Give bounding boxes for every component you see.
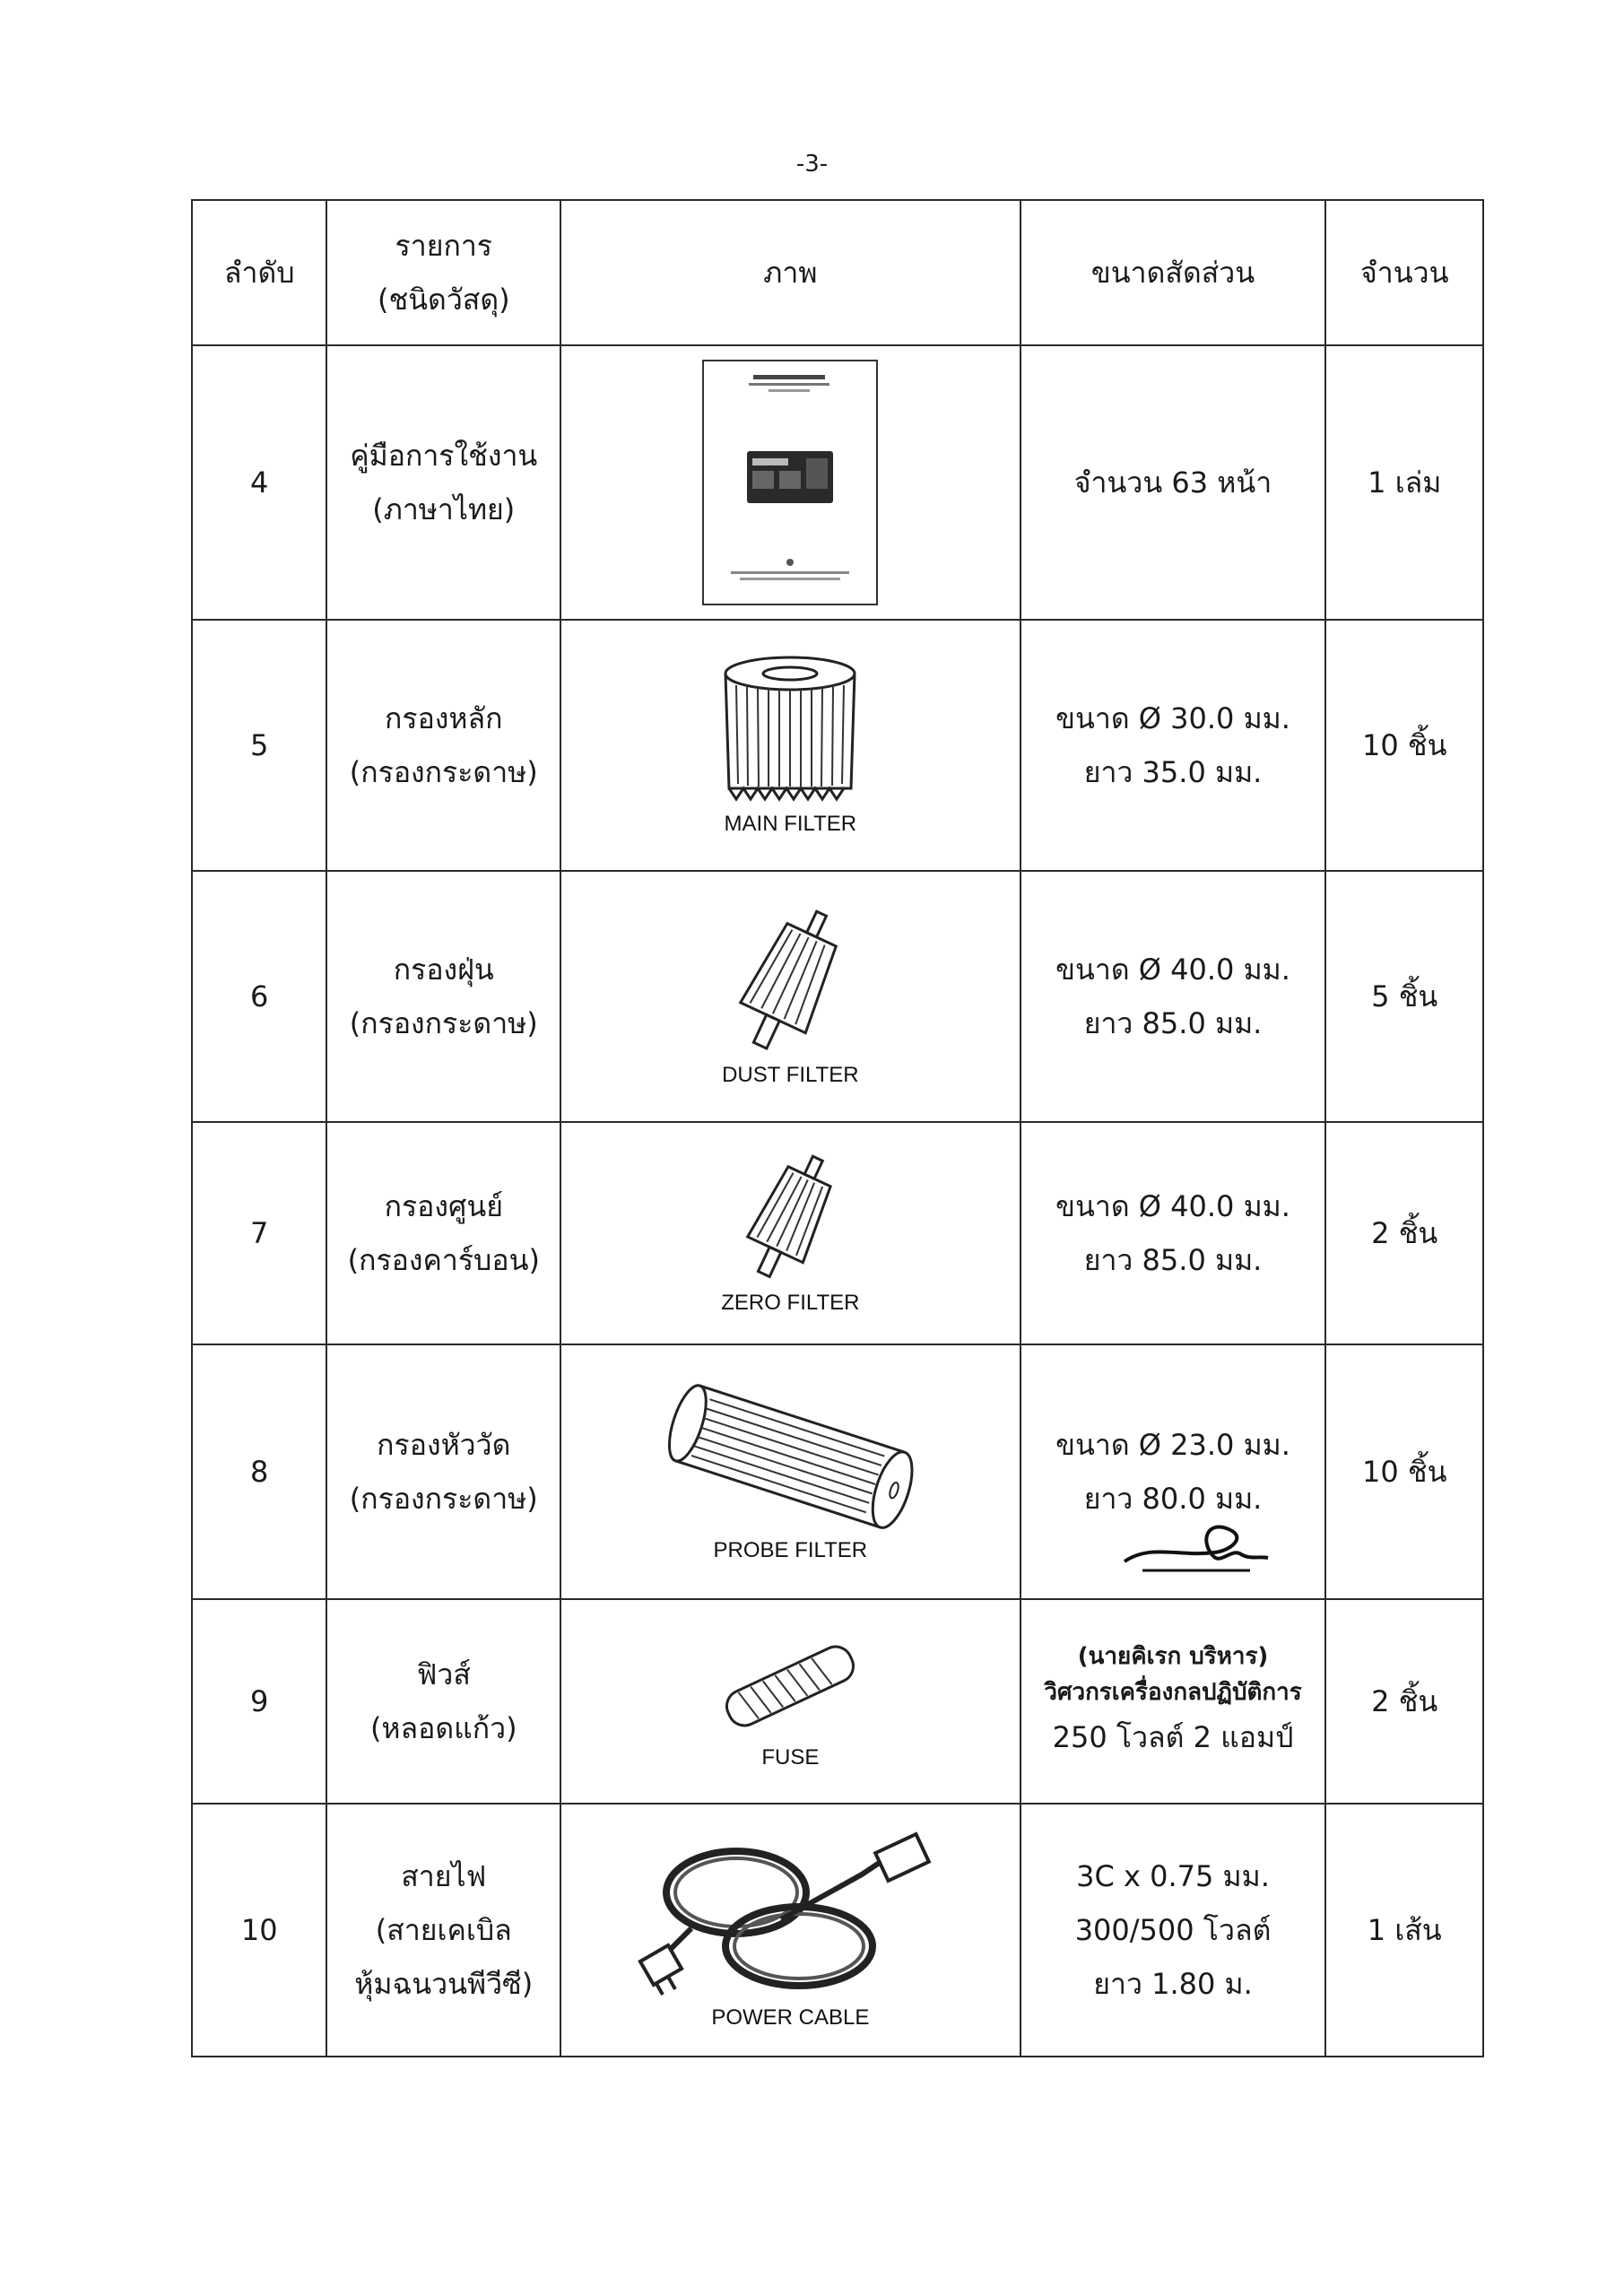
header-item-line1: รายการ	[395, 229, 492, 263]
item-sub: (สายเคเบิล	[375, 1913, 512, 1947]
size-line2: ยาว 85.0 มม.	[1083, 1006, 1263, 1040]
table-row	[192, 1344, 1483, 1599]
row-qty: 5 ชิ้น	[1325, 871, 1483, 1122]
item-name: ฟิวส์	[416, 1657, 471, 1692]
picture-caption: POWER CABLE	[711, 2005, 870, 2030]
item-sub-2: หุ้มฉนวนพีวีซี)	[354, 1967, 534, 2001]
fuse-image	[561, 1632, 1019, 1770]
page-number: -3-	[795, 151, 829, 178]
signature-block	[1021, 1639, 1325, 1710]
row-picture	[560, 620, 1020, 871]
row-item	[326, 871, 560, 1122]
dust-filter-image	[561, 905, 1019, 1088]
row-qty: 2 ชิ้น	[1325, 1122, 1483, 1344]
item-name: กรองหลัก	[385, 701, 503, 735]
item-name: สายไฟ	[401, 1859, 487, 1893]
signature-title: วิศวกรเครื่องกลปฏิบัติการ	[1044, 1679, 1302, 1706]
item-name: กรองฝุ่น	[393, 952, 494, 987]
signature-name: (นายคิเรก บริหาร)	[1077, 1643, 1269, 1670]
item-sub: (กรองกระดาษ)	[349, 1482, 538, 1516]
materials-table	[191, 199, 1484, 2057]
header-qty: จำนวน	[1325, 200, 1483, 345]
size-line1: ขนาด Ø 40.0 มม.	[1055, 952, 1290, 987]
picture-caption: DUST FILTER	[722, 1063, 859, 1087]
row-size	[1020, 871, 1326, 1122]
row-item	[326, 620, 560, 871]
row-qty: 10 ชิ้น	[1325, 1344, 1483, 1599]
row-no: 9	[192, 1599, 326, 1804]
size-line2: ยาว 85.0 มม.	[1083, 1243, 1263, 1277]
picture-caption: MAIN FILTER	[724, 812, 857, 836]
row-picture	[560, 1804, 1020, 2057]
size-line1: จำนวน 63 หน้า	[1073, 465, 1272, 500]
item-sub: (กรองคาร์บอน)	[347, 1243, 540, 1277]
row-no: 6	[192, 871, 326, 1122]
row-qty: 10 ชิ้น	[1325, 620, 1483, 871]
header-picture: ภาพ	[560, 200, 1020, 345]
size-line3: ยาว 1.80 ม.	[1093, 1967, 1253, 2001]
size-line1: ขนาด Ø 30.0 มม.	[1055, 701, 1290, 735]
size-line1: ขนาด Ø 23.0 มม.	[1055, 1428, 1290, 1462]
row-size	[1020, 1122, 1326, 1344]
picture-caption: PROBE FILTER	[713, 1538, 868, 1562]
row-picture	[560, 1599, 1020, 1804]
size-line1: ขนาด Ø 40.0 มม.	[1055, 1189, 1290, 1223]
table-row	[192, 1122, 1483, 1344]
item-sub: (กรองกระดาษ)	[349, 755, 538, 789]
item-name: กรองศูนย์	[384, 1189, 503, 1223]
row-size	[1020, 1599, 1326, 1804]
item-sub: (กรองกระดาษ)	[349, 1006, 538, 1040]
table-row	[192, 1804, 1483, 2057]
row-no: 8	[192, 1344, 326, 1599]
row-picture	[560, 871, 1020, 1122]
row-qty: 1 เส้น	[1325, 1804, 1483, 2057]
size-line1: 3C x 0.75 มม.	[1076, 1859, 1270, 1893]
item-name: กรองหัววัด	[377, 1428, 511, 1462]
row-size	[1020, 1804, 1326, 2057]
row-picture	[560, 1344, 1020, 1599]
item-sub: (ภาษาไทย)	[372, 492, 516, 526]
row-qty: 1 เล่ม	[1325, 345, 1483, 620]
row-no: 7	[192, 1122, 326, 1344]
header-item-line2: (ชนิดวัสดุ)	[377, 283, 510, 317]
picture-caption: ZERO FILTER	[721, 1291, 860, 1315]
size-line1: 250 โวลต์ 2 แอมป์	[1052, 1720, 1294, 1754]
header-size: ขนาดสัดส่วน	[1020, 200, 1326, 345]
row-picture	[560, 1122, 1020, 1344]
row-size	[1020, 620, 1326, 871]
item-sub: (หลอดแก้ว)	[369, 1711, 517, 1745]
size-line2: ยาว 35.0 มม.	[1083, 755, 1263, 789]
row-size	[1020, 1344, 1326, 1599]
row-no: 4	[192, 345, 326, 620]
header-no: ลำดับ	[192, 200, 326, 345]
table-header-row	[192, 200, 1483, 345]
row-item	[326, 1804, 560, 2057]
row-qty: 2 ชิ้น	[1325, 1599, 1483, 1804]
manual-cover-image	[702, 360, 878, 605]
size-line2: 300/500 โวลต์	[1074, 1913, 1272, 1947]
power-cable-image	[561, 1830, 1019, 2031]
table-row	[192, 345, 1483, 620]
row-item	[326, 1122, 560, 1344]
table-row	[192, 1599, 1483, 1804]
size-line2: ยาว 80.0 มม.	[1083, 1482, 1263, 1516]
table-row	[192, 620, 1483, 871]
row-item	[326, 1344, 560, 1599]
row-picture	[560, 345, 1020, 620]
probe-filter-image	[561, 1380, 1019, 1563]
row-no: 5	[192, 620, 326, 871]
main-filter-image	[561, 654, 1019, 837]
row-item	[326, 1599, 560, 1804]
item-name: คู่มือการใช้งาน	[350, 439, 538, 473]
zero-filter-image	[561, 1151, 1019, 1316]
table-row	[192, 871, 1483, 1122]
picture-caption: FUSE	[761, 1745, 820, 1770]
row-item	[326, 345, 560, 620]
row-size	[1020, 345, 1326, 620]
header-item	[326, 200, 560, 345]
row-no: 10	[192, 1804, 326, 2057]
